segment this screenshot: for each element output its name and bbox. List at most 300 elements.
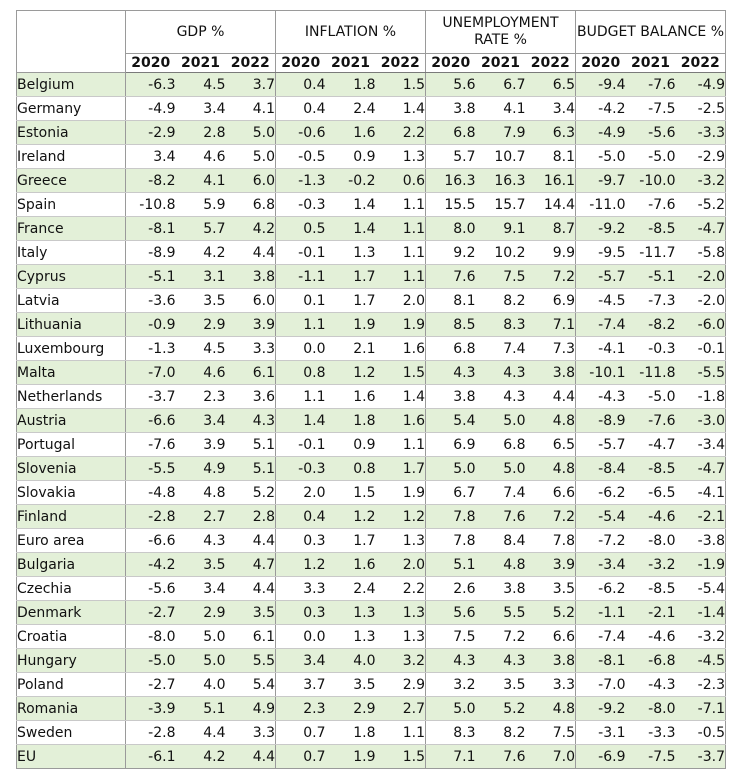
value-cell: 7.9 [476, 121, 526, 145]
value-cell: 4.8 [526, 697, 576, 721]
value-cell: 16.3 [476, 169, 526, 193]
value-cell: 1.3 [376, 529, 426, 553]
value-cell: -3.2 [676, 169, 726, 193]
value-cell: 2.7 [376, 697, 426, 721]
value-cell: 4.1 [226, 97, 276, 121]
value-cell: 1.1 [376, 265, 426, 289]
value-cell: -2.0 [676, 289, 726, 313]
value-cell: 7.6 [476, 505, 526, 529]
value-cell: 3.2 [376, 649, 426, 673]
value-cell: 1.1 [376, 217, 426, 241]
value-cell: 5.0 [226, 145, 276, 169]
value-cell: -8.0 [626, 697, 676, 721]
value-cell: -3.4 [676, 433, 726, 457]
value-cell: -7.5 [626, 745, 676, 769]
value-cell: -6.6 [126, 409, 176, 433]
value-cell: -3.7 [676, 745, 726, 769]
value-cell: -3.8 [676, 529, 726, 553]
value-cell: -5.6 [126, 577, 176, 601]
value-cell: 2.0 [276, 481, 326, 505]
value-cell: -9.2 [576, 217, 626, 241]
value-cell: 0.4 [276, 73, 326, 97]
value-cell: 1.3 [376, 145, 426, 169]
value-cell: -1.1 [276, 265, 326, 289]
value-cell: 1.6 [326, 121, 376, 145]
value-cell: 4.8 [526, 457, 576, 481]
table-row [17, 721, 726, 745]
value-cell: 8.5 [426, 313, 476, 337]
header-inflation: INFLATION % [276, 11, 426, 54]
value-cell: 7.2 [526, 505, 576, 529]
value-cell: 1.1 [276, 385, 326, 409]
value-cell: 6.7 [426, 481, 476, 505]
value-cell: -2.8 [126, 721, 176, 745]
header-budget-balance: BUDGET BALANCE % [576, 11, 726, 54]
value-cell: 3.5 [176, 289, 226, 313]
value-cell: 1.1 [376, 433, 426, 457]
value-cell: 4.3 [226, 409, 276, 433]
value-cell: 4.4 [226, 745, 276, 769]
value-cell: 2.9 [176, 313, 226, 337]
value-cell: 1.9 [326, 745, 376, 769]
value-cell: 1.6 [326, 553, 376, 577]
table-row [17, 337, 726, 361]
value-cell: 6.8 [426, 337, 476, 361]
value-cell: 7.5 [426, 625, 476, 649]
table-row [17, 697, 726, 721]
country-cell: Luxembourg [17, 337, 126, 361]
value-cell: -10.0 [626, 169, 676, 193]
country-cell: Bulgaria [17, 553, 126, 577]
value-cell: -5.4 [576, 505, 626, 529]
value-cell: -3.3 [676, 121, 726, 145]
value-cell: 3.3 [226, 337, 276, 361]
value-cell: -8.1 [126, 217, 176, 241]
value-cell: 4.8 [476, 553, 526, 577]
value-cell: 0.0 [276, 625, 326, 649]
value-cell: 4.3 [426, 361, 476, 385]
value-cell: 0.7 [276, 721, 326, 745]
value-cell: -8.9 [576, 409, 626, 433]
value-cell: 1.5 [326, 481, 376, 505]
value-cell: -6.1 [126, 745, 176, 769]
value-cell: 3.5 [176, 553, 226, 577]
value-cell: -8.2 [126, 169, 176, 193]
table-row [17, 73, 726, 97]
value-cell: 1.6 [326, 385, 376, 409]
value-cell: 8.3 [476, 313, 526, 337]
country-cell: Poland [17, 673, 126, 697]
value-cell: 1.1 [376, 721, 426, 745]
value-cell: -5.0 [626, 385, 676, 409]
value-cell: 1.8 [326, 409, 376, 433]
value-cell: 7.6 [476, 745, 526, 769]
value-cell: -0.3 [276, 457, 326, 481]
value-cell: 3.3 [276, 577, 326, 601]
country-cell: Spain [17, 193, 126, 217]
value-cell: 8.4 [476, 529, 526, 553]
year-2020: 2020 [426, 54, 476, 73]
value-cell: 7.1 [526, 313, 576, 337]
country-cell: Germany [17, 97, 126, 121]
value-cell: 1.3 [326, 625, 376, 649]
value-cell: 0.5 [276, 217, 326, 241]
value-cell: 3.4 [176, 577, 226, 601]
year-2021: 2021 [476, 54, 526, 73]
value-cell: -5.4 [676, 577, 726, 601]
value-cell: -3.1 [576, 721, 626, 745]
value-cell: 6.5 [526, 73, 576, 97]
value-cell: 0.8 [326, 457, 376, 481]
value-cell: 10.7 [476, 145, 526, 169]
value-cell: -7.2 [576, 529, 626, 553]
value-cell: 5.2 [476, 697, 526, 721]
header-unemployment [426, 11, 576, 54]
value-cell: 0.4 [276, 97, 326, 121]
table-row [17, 577, 726, 601]
value-cell: -6.5 [626, 481, 676, 505]
value-cell: 3.9 [526, 553, 576, 577]
value-cell: -7.6 [626, 73, 676, 97]
value-cell: 3.9 [226, 313, 276, 337]
value-cell: 2.0 [376, 553, 426, 577]
value-cell: 4.5 [176, 73, 226, 97]
table-body [17, 73, 726, 769]
value-cell: 3.5 [326, 673, 376, 697]
year-2022: 2022 [676, 54, 726, 73]
value-cell: 3.4 [276, 649, 326, 673]
country-cell: Malta [17, 361, 126, 385]
value-cell: 4.8 [176, 481, 226, 505]
value-cell: 8.2 [476, 289, 526, 313]
value-cell: 4.4 [226, 577, 276, 601]
value-cell: 1.6 [376, 409, 426, 433]
value-cell: -3.3 [626, 721, 676, 745]
value-cell: 1.5 [376, 745, 426, 769]
value-cell: 2.9 [326, 697, 376, 721]
value-cell: 5.0 [226, 121, 276, 145]
value-cell: 5.6 [426, 601, 476, 625]
value-cell: 4.2 [176, 745, 226, 769]
value-cell: 5.6 [426, 73, 476, 97]
value-cell: -1.1 [576, 601, 626, 625]
value-cell: -2.9 [676, 145, 726, 169]
value-cell: 3.8 [426, 97, 476, 121]
value-cell: -5.8 [676, 241, 726, 265]
value-cell: -6.6 [126, 529, 176, 553]
value-cell: 0.9 [326, 433, 376, 457]
value-cell: -4.2 [126, 553, 176, 577]
value-cell: -5.5 [676, 361, 726, 385]
value-cell: -2.9 [126, 121, 176, 145]
value-cell: 2.8 [226, 505, 276, 529]
table-row [17, 121, 726, 145]
value-cell: -7.6 [626, 409, 676, 433]
value-cell: 5.7 [176, 217, 226, 241]
value-cell: -3.4 [576, 553, 626, 577]
value-cell: 1.9 [376, 313, 426, 337]
value-cell: 16.3 [426, 169, 476, 193]
country-cell: Latvia [17, 289, 126, 313]
value-cell: 9.2 [426, 241, 476, 265]
value-cell: -8.2 [626, 313, 676, 337]
value-cell: 1.2 [276, 553, 326, 577]
value-cell: -7.5 [626, 97, 676, 121]
value-cell: 3.4 [176, 409, 226, 433]
value-cell: 1.1 [376, 193, 426, 217]
country-cell: Finland [17, 505, 126, 529]
table-row [17, 97, 726, 121]
value-cell: 4.3 [476, 649, 526, 673]
table-row [17, 529, 726, 553]
value-cell: -2.7 [126, 601, 176, 625]
value-cell: -11.0 [576, 193, 626, 217]
value-cell: -4.7 [676, 457, 726, 481]
table-row [17, 601, 726, 625]
country-cell: Denmark [17, 601, 126, 625]
value-cell: 3.1 [176, 265, 226, 289]
year-2022: 2022 [376, 54, 426, 73]
value-cell: 5.0 [476, 457, 526, 481]
value-cell: 1.4 [276, 409, 326, 433]
value-cell: -5.1 [626, 265, 676, 289]
value-cell: 0.3 [276, 529, 326, 553]
value-cell: 1.4 [376, 97, 426, 121]
value-cell: 5.1 [176, 697, 226, 721]
value-cell: 1.2 [326, 361, 376, 385]
value-cell: 1.3 [376, 625, 426, 649]
value-cell: 2.0 [376, 289, 426, 313]
value-cell: -4.8 [126, 481, 176, 505]
value-cell: 5.5 [476, 601, 526, 625]
value-cell: 6.1 [226, 625, 276, 649]
table-row [17, 409, 726, 433]
value-cell: 7.2 [476, 625, 526, 649]
table-row [17, 193, 726, 217]
value-cell: 6.6 [526, 625, 576, 649]
value-cell: -1.3 [276, 169, 326, 193]
year-2021: 2021 [626, 54, 676, 73]
value-cell: 4.0 [326, 649, 376, 673]
value-cell: -11.8 [626, 361, 676, 385]
value-cell: 1.7 [326, 289, 376, 313]
value-cell: -4.9 [576, 121, 626, 145]
value-cell: -10.8 [126, 193, 176, 217]
header-corner [17, 11, 126, 73]
year-2020: 2020 [576, 54, 626, 73]
table-row [17, 289, 726, 313]
country-cell: Croatia [17, 625, 126, 649]
country-cell: Ireland [17, 145, 126, 169]
value-cell: 1.4 [326, 217, 376, 241]
value-cell: -6.0 [676, 313, 726, 337]
value-cell: 6.6 [526, 481, 576, 505]
value-cell: -5.0 [126, 649, 176, 673]
country-cell: Austria [17, 409, 126, 433]
value-cell: 1.5 [376, 73, 426, 97]
value-cell: 3.5 [226, 601, 276, 625]
value-cell: -0.6 [276, 121, 326, 145]
table-row [17, 265, 726, 289]
table-row [17, 169, 726, 193]
value-cell: -8.5 [626, 457, 676, 481]
value-cell: -2.1 [676, 505, 726, 529]
group-header-row [17, 11, 726, 54]
country-cell: Estonia [17, 121, 126, 145]
value-cell: 4.4 [176, 721, 226, 745]
value-cell: 7.2 [526, 265, 576, 289]
value-cell: 3.8 [226, 265, 276, 289]
value-cell: -6.2 [576, 577, 626, 601]
value-cell: 1.3 [326, 601, 376, 625]
country-cell: Romania [17, 697, 126, 721]
value-cell: -0.3 [626, 337, 676, 361]
value-cell: 0.6 [376, 169, 426, 193]
value-cell: -8.1 [576, 649, 626, 673]
value-cell: 8.0 [426, 217, 476, 241]
value-cell: 6.5 [526, 433, 576, 457]
value-cell: 4.5 [176, 337, 226, 361]
value-cell: 4.3 [476, 361, 526, 385]
value-cell: -2.7 [126, 673, 176, 697]
value-cell: 0.1 [276, 289, 326, 313]
country-cell: France [17, 217, 126, 241]
value-cell: 8.3 [426, 721, 476, 745]
value-cell: 8.1 [426, 289, 476, 313]
value-cell: 7.5 [476, 265, 526, 289]
value-cell: 5.4 [226, 673, 276, 697]
value-cell: -2.5 [676, 97, 726, 121]
value-cell: -7.0 [126, 361, 176, 385]
value-cell: 4.9 [226, 697, 276, 721]
value-cell: -9.2 [576, 697, 626, 721]
table-row [17, 745, 726, 769]
country-cell: Belgium [17, 73, 126, 97]
value-cell: -6.2 [576, 481, 626, 505]
value-cell: 8.7 [526, 217, 576, 241]
value-cell: 5.7 [426, 145, 476, 169]
country-cell: Greece [17, 169, 126, 193]
value-cell: 3.8 [526, 361, 576, 385]
value-cell: 5.0 [426, 457, 476, 481]
value-cell: 6.8 [426, 121, 476, 145]
value-cell: -4.7 [626, 433, 676, 457]
value-cell: -4.3 [626, 673, 676, 697]
value-cell: -3.2 [676, 625, 726, 649]
value-cell: 1.8 [326, 73, 376, 97]
value-cell: 3.8 [526, 649, 576, 673]
header-gdp: GDP % [126, 11, 276, 54]
value-cell: -7.4 [576, 625, 626, 649]
value-cell: 5.1 [226, 457, 276, 481]
value-cell: -7.0 [576, 673, 626, 697]
value-cell: 4.3 [176, 529, 226, 553]
value-cell: 2.7 [176, 505, 226, 529]
value-cell: 4.8 [526, 409, 576, 433]
value-cell: -4.9 [126, 97, 176, 121]
value-cell: 1.5 [376, 361, 426, 385]
value-cell: 4.7 [226, 553, 276, 577]
value-cell: 4.2 [226, 217, 276, 241]
value-cell: 0.9 [326, 145, 376, 169]
value-cell: 5.0 [476, 409, 526, 433]
value-cell: 5.2 [526, 601, 576, 625]
value-cell: 3.8 [426, 385, 476, 409]
value-cell: -0.5 [676, 721, 726, 745]
value-cell: 2.1 [326, 337, 376, 361]
value-cell: 6.8 [476, 433, 526, 457]
value-cell: -4.6 [626, 625, 676, 649]
value-cell: 5.0 [176, 625, 226, 649]
value-cell: 2.9 [376, 673, 426, 697]
value-cell: -5.2 [676, 193, 726, 217]
value-cell: 0.0 [276, 337, 326, 361]
value-cell: 0.8 [276, 361, 326, 385]
value-cell: 1.4 [376, 385, 426, 409]
value-cell: -5.0 [626, 145, 676, 169]
value-cell: -2.0 [676, 265, 726, 289]
value-cell: 8.2 [476, 721, 526, 745]
value-cell: 1.2 [326, 505, 376, 529]
value-cell: 10.2 [476, 241, 526, 265]
value-cell: 3.4 [126, 145, 176, 169]
value-cell: 6.7 [476, 73, 526, 97]
value-cell: 8.1 [526, 145, 576, 169]
value-cell: -4.3 [576, 385, 626, 409]
value-cell: 5.4 [426, 409, 476, 433]
value-cell: 3.2 [426, 673, 476, 697]
value-cell: -4.9 [676, 73, 726, 97]
value-cell: -0.5 [276, 145, 326, 169]
value-cell: 2.8 [176, 121, 226, 145]
value-cell: -1.4 [676, 601, 726, 625]
value-cell: 3.9 [176, 433, 226, 457]
value-cell: -1.9 [676, 553, 726, 577]
value-cell: 2.3 [176, 385, 226, 409]
value-cell: -8.5 [626, 577, 676, 601]
country-cell: Netherlands [17, 385, 126, 409]
value-cell: 0.4 [276, 505, 326, 529]
value-cell: -7.6 [626, 193, 676, 217]
value-cell: 3.4 [526, 97, 576, 121]
value-cell: 0.7 [276, 745, 326, 769]
value-cell: 6.1 [226, 361, 276, 385]
value-cell: 4.4 [526, 385, 576, 409]
value-cell: -5.0 [576, 145, 626, 169]
value-cell: -4.2 [576, 97, 626, 121]
country-cell: Euro area [17, 529, 126, 553]
country-cell: Slovenia [17, 457, 126, 481]
value-cell: 4.9 [176, 457, 226, 481]
table-row [17, 673, 726, 697]
value-cell: -6.3 [126, 73, 176, 97]
country-cell: Slovakia [17, 481, 126, 505]
value-cell: 3.3 [526, 673, 576, 697]
value-cell: -11.7 [626, 241, 676, 265]
value-cell: -0.3 [276, 193, 326, 217]
country-cell: EU [17, 745, 126, 769]
value-cell: -5.1 [126, 265, 176, 289]
table-row [17, 217, 726, 241]
value-cell: 3.7 [226, 73, 276, 97]
value-cell: 7.0 [526, 745, 576, 769]
value-cell: 1.4 [326, 193, 376, 217]
country-cell: Lithuania [17, 313, 126, 337]
value-cell: 6.9 [426, 433, 476, 457]
value-cell: 1.7 [326, 265, 376, 289]
value-cell: 7.4 [476, 337, 526, 361]
value-cell: 3.7 [276, 673, 326, 697]
